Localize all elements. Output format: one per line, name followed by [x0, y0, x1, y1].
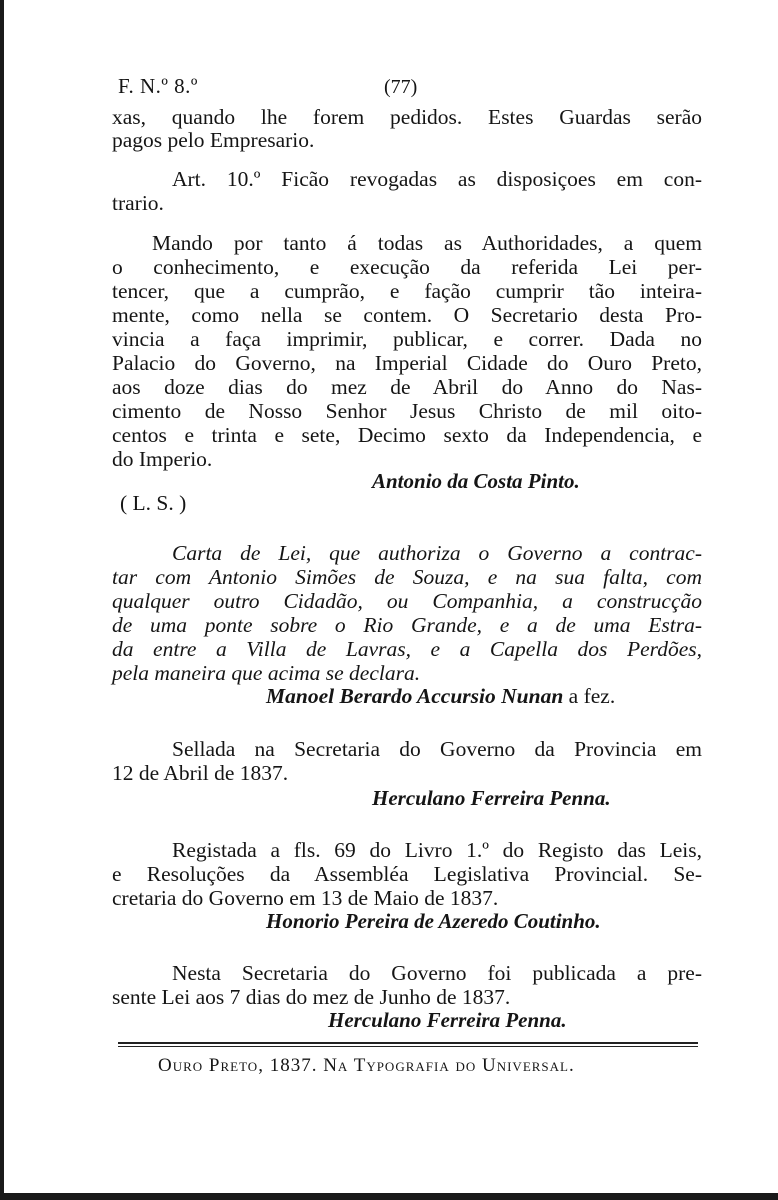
signature-herculano-2: Herculano Ferreira Penna.: [328, 1008, 567, 1032]
text-line: centos e trinta e sete, Decimo sexto da Independencia, e: [112, 423, 702, 447]
footer-rule: [118, 1042, 698, 1044]
text-line: Carta de Lei, que authoriza o Governo a contrac-: [172, 541, 702, 565]
text-line: vincia a faça imprimir, publicar, e correr. Dada no: [112, 327, 702, 351]
text-line: de uma ponte sobre o Rio Grande, e a de uma Estra-: [112, 613, 702, 637]
text-line: Art. 10.º Ficão revogadas as disposiçoes em con-: [172, 167, 702, 191]
text-line: Mando por tanto á todas as Authoridades, a quem: [152, 231, 702, 255]
text-line: tar com Antonio Simões de Souza, e na sua falta, com: [112, 565, 702, 589]
text-line: sente Lei aos 7 dias do mez de Junho de 1837.: [112, 985, 511, 1009]
text-line: pagos pelo Empresario.: [112, 128, 315, 152]
text-line: do Imperio.: [112, 447, 213, 471]
text-line: aos doze dias do mez de Abril do Anno do Nas-: [112, 375, 702, 399]
text-line: trario.: [112, 191, 164, 215]
carta-signature-line: [266, 683, 706, 709]
signature-suffix: a fez.: [568, 684, 616, 708]
text-line: Nesta Secretaria do Governo foi publicada a pre-: [172, 961, 702, 985]
text-line: qualquer outro Cidadão, ou Companhia, a construcção: [112, 589, 702, 613]
signature-antonio: Antonio da Costa Pinto.: [372, 469, 580, 493]
signature-manoel: Manoel Berardo Accursio Nunan: [266, 684, 564, 708]
signature-herculano: Herculano Ferreira Penna.: [372, 786, 611, 810]
scan-edge-left: [0, 0, 4, 1200]
text-line: e Resoluções da Assembléa Legislativa Provincial. Se-: [112, 862, 702, 886]
footer-rule-thin: [118, 1046, 698, 1047]
text-line: cretaria do Governo em 13 de Maio de 1837.: [112, 886, 499, 910]
text-line: Sellada na Secretaria do Governo da Provincia em: [172, 737, 702, 761]
page-number: (77): [384, 76, 418, 98]
text-line: da entre a Villa de Lavras, e a Capella dos Perdões,: [112, 637, 702, 661]
text-line: mente, como nella se contem. O Secretario desta Pro-: [112, 303, 702, 327]
text-line: tencer, que a cumprão, e fação cumprir tão inteira-: [112, 279, 702, 303]
scan-edge-bottom: [0, 1193, 778, 1200]
signature-mark: F. N.º 8.º: [118, 74, 198, 98]
text-line: o conhecimento, e execução da referida Lei per-: [112, 255, 702, 279]
text-line: Registada a fls. 69 do Livro 1.º do Registo das Leis,: [172, 838, 702, 862]
text-line: pela maneira que acima se declara.: [112, 661, 421, 685]
seal-mark: ( L. S. ): [120, 491, 187, 515]
text-line: Palacio do Governo, na Imperial Cidade do Ouro Preto,: [112, 351, 702, 375]
text-line: 12 de Abril de 1837.: [112, 761, 289, 785]
signature-honorio: Honorio Pereira de Azeredo Coutinho.: [266, 909, 601, 933]
text-line: xas, quando lhe forem pedidos. Estes Guardas serão: [112, 105, 702, 129]
imprint: Ouro Preto, 1837. Na Typografia do Universal.: [158, 1055, 575, 1076]
text-line: cimento de Nosso Senhor Jesus Christo de mil oito-: [112, 399, 702, 423]
